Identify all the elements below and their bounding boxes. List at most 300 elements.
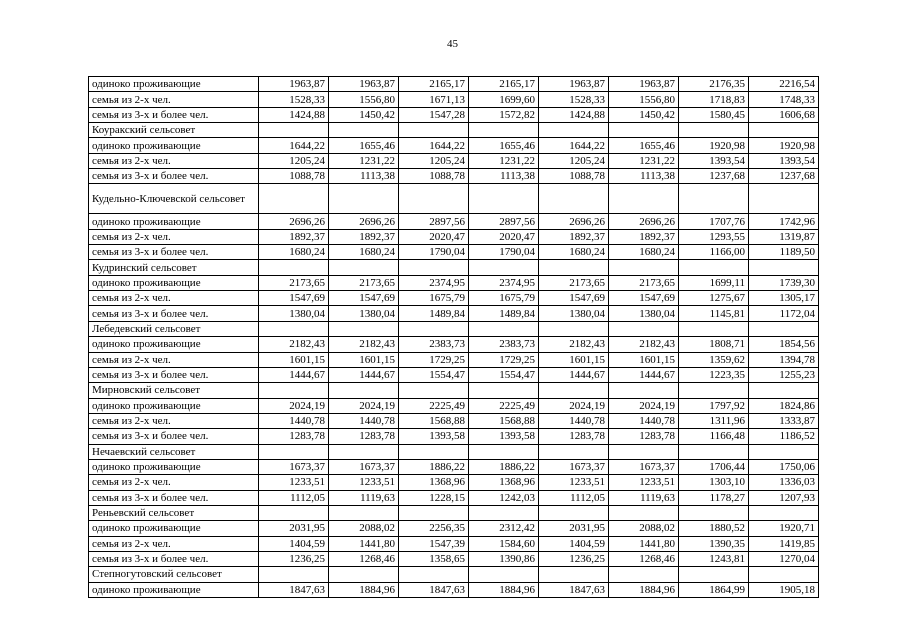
row-label: одиноко проживающие	[89, 337, 259, 352]
value-cell: 1601,15	[539, 352, 609, 367]
table-row	[89, 107, 819, 122]
value-cell: 1270,04	[749, 551, 819, 566]
row-label: семья из 3-х и более чел.	[89, 245, 259, 260]
value-cell: 2696,26	[259, 214, 329, 229]
value-cell: 2024,19	[259, 398, 329, 413]
value-cell: 1554,47	[469, 367, 539, 382]
value-cell: 1088,78	[399, 169, 469, 184]
value-cell: 2383,73	[399, 337, 469, 352]
value-cell: 1368,96	[469, 475, 539, 490]
value-cell: 2024,19	[539, 398, 609, 413]
value-cell: 1358,65	[399, 551, 469, 566]
value-cell: 1404,59	[259, 536, 329, 551]
value-cell: 1394,78	[749, 352, 819, 367]
value-cell: 2374,95	[399, 275, 469, 290]
value-cell	[609, 184, 679, 214]
value-cell: 1119,63	[609, 490, 679, 505]
value-cell: 1920,71	[749, 521, 819, 536]
value-cell: 1440,78	[539, 413, 609, 428]
value-cell: 1644,22	[399, 138, 469, 153]
section-header-row	[89, 123, 819, 138]
value-cell: 1547,69	[609, 291, 679, 306]
value-cell: 1419,85	[749, 536, 819, 551]
value-cell: 1547,28	[399, 107, 469, 122]
value-cell: 1233,51	[609, 475, 679, 490]
value-cell: 1112,05	[259, 490, 329, 505]
value-cell: 1205,24	[539, 153, 609, 168]
row-label: семья из 2-х чел.	[89, 352, 259, 367]
value-cell	[259, 567, 329, 582]
table-row	[89, 459, 819, 474]
value-cell: 1112,05	[539, 490, 609, 505]
value-cell: 2182,43	[259, 337, 329, 352]
value-cell	[539, 123, 609, 138]
value-cell	[399, 567, 469, 582]
value-cell	[469, 184, 539, 214]
value-cell: 2165,17	[469, 77, 539, 92]
value-cell	[609, 567, 679, 582]
value-cell: 1380,04	[259, 306, 329, 321]
value-cell: 1556,80	[609, 92, 679, 107]
value-cell: 1880,52	[679, 521, 749, 536]
value-cell: 1444,67	[259, 367, 329, 382]
section-title: Реньевский сельсовет	[89, 505, 259, 520]
value-cell: 1444,67	[329, 367, 399, 382]
value-cell	[259, 444, 329, 459]
value-cell: 2088,02	[329, 521, 399, 536]
value-cell: 1892,37	[259, 229, 329, 244]
value-cell: 1489,84	[469, 306, 539, 321]
value-cell: 1393,58	[399, 429, 469, 444]
row-label: семья из 3-х и более чел.	[89, 429, 259, 444]
value-cell	[259, 123, 329, 138]
value-cell: 1440,78	[259, 413, 329, 428]
value-cell	[539, 383, 609, 398]
table-body	[89, 77, 819, 598]
section-title: Мирновский сельсовет	[89, 383, 259, 398]
value-cell: 1884,96	[329, 582, 399, 597]
value-cell: 1440,78	[609, 413, 679, 428]
value-cell	[329, 123, 399, 138]
value-cell	[679, 444, 749, 459]
section-title: Кудельно-Ключевской сельсовет	[89, 184, 259, 214]
value-cell	[469, 567, 539, 582]
value-cell: 1547,69	[539, 291, 609, 306]
value-cell: 1790,04	[399, 245, 469, 260]
value-cell: 1920,98	[749, 138, 819, 153]
value-cell: 1311,96	[679, 413, 749, 428]
value-cell	[749, 567, 819, 582]
value-cell: 1547,69	[329, 291, 399, 306]
value-cell	[539, 184, 609, 214]
value-cell: 1742,96	[749, 214, 819, 229]
value-cell	[749, 260, 819, 275]
value-cell: 1606,68	[749, 107, 819, 122]
row-label: одиноко проживающие	[89, 582, 259, 597]
value-cell: 1275,67	[679, 291, 749, 306]
value-cell: 1205,24	[259, 153, 329, 168]
value-cell: 1393,54	[749, 153, 819, 168]
value-cell: 1601,15	[329, 352, 399, 367]
value-cell	[399, 321, 469, 336]
value-cell: 1680,24	[539, 245, 609, 260]
value-cell: 1441,80	[609, 536, 679, 551]
row-label: одиноко проживающие	[89, 138, 259, 153]
value-cell	[469, 505, 539, 520]
value-cell: 1673,37	[609, 459, 679, 474]
value-cell	[399, 260, 469, 275]
table-row	[89, 245, 819, 260]
value-cell: 1884,96	[609, 582, 679, 597]
value-cell: 1237,68	[749, 169, 819, 184]
table-row	[89, 367, 819, 382]
value-cell: 1440,78	[329, 413, 399, 428]
value-cell: 1671,13	[399, 92, 469, 107]
value-cell	[329, 260, 399, 275]
value-cell: 1699,60	[469, 92, 539, 107]
value-cell: 2216,54	[749, 77, 819, 92]
value-cell: 2173,65	[539, 275, 609, 290]
table-row	[89, 138, 819, 153]
value-cell: 1319,87	[749, 229, 819, 244]
value-cell: 2182,43	[329, 337, 399, 352]
value-cell	[469, 260, 539, 275]
row-label: семья из 3-х и более чел.	[89, 551, 259, 566]
table-row	[89, 475, 819, 490]
table-row	[89, 291, 819, 306]
row-label: семья из 2-х чел.	[89, 229, 259, 244]
row-label: семья из 2-х чел.	[89, 291, 259, 306]
value-cell: 1283,78	[329, 429, 399, 444]
value-cell	[539, 444, 609, 459]
table-row	[89, 153, 819, 168]
value-cell: 1236,25	[539, 551, 609, 566]
value-cell: 1283,78	[609, 429, 679, 444]
section-header-row	[89, 321, 819, 336]
value-cell: 2176,35	[679, 77, 749, 92]
value-cell: 1655,46	[469, 138, 539, 153]
row-label: семья из 2-х чел.	[89, 92, 259, 107]
value-cell	[749, 321, 819, 336]
value-cell	[259, 184, 329, 214]
value-cell: 1441,80	[329, 536, 399, 551]
value-cell: 2173,65	[329, 275, 399, 290]
value-cell: 1847,63	[539, 582, 609, 597]
table-row	[89, 551, 819, 566]
table-row	[89, 536, 819, 551]
value-cell: 1854,56	[749, 337, 819, 352]
value-cell: 1380,04	[539, 306, 609, 321]
value-cell: 1231,22	[609, 153, 679, 168]
value-cell: 1268,46	[609, 551, 679, 566]
row-label: семья из 2-х чел.	[89, 536, 259, 551]
value-cell: 2088,02	[609, 521, 679, 536]
value-cell: 1655,46	[609, 138, 679, 153]
table-row	[89, 169, 819, 184]
table-row	[89, 337, 819, 352]
value-cell: 1644,22	[259, 138, 329, 153]
value-cell: 1750,06	[749, 459, 819, 474]
row-label: семья из 2-х чел.	[89, 475, 259, 490]
value-cell: 2897,56	[469, 214, 539, 229]
value-cell: 1707,76	[679, 214, 749, 229]
value-cell: 1892,37	[329, 229, 399, 244]
value-cell	[679, 184, 749, 214]
value-cell: 1205,24	[399, 153, 469, 168]
value-cell: 1572,82	[469, 107, 539, 122]
section-header-row	[89, 383, 819, 398]
value-cell: 1673,37	[539, 459, 609, 474]
value-cell: 1243,81	[679, 551, 749, 566]
value-cell: 1390,35	[679, 536, 749, 551]
table-row	[89, 229, 819, 244]
section-title: Степногутовский сельсовет	[89, 567, 259, 582]
value-cell	[749, 123, 819, 138]
value-cell: 1808,71	[679, 337, 749, 352]
row-label: семья из 3-х и более чел.	[89, 490, 259, 505]
value-cell	[399, 184, 469, 214]
value-cell	[609, 123, 679, 138]
value-cell	[329, 505, 399, 520]
value-cell	[469, 321, 539, 336]
value-cell: 1739,30	[749, 275, 819, 290]
section-title: Коуракский сельсовет	[89, 123, 259, 138]
value-cell	[749, 184, 819, 214]
value-cell: 1580,45	[679, 107, 749, 122]
value-cell: 2173,65	[609, 275, 679, 290]
value-cell	[399, 383, 469, 398]
value-cell: 1113,38	[609, 169, 679, 184]
value-cell: 1673,37	[329, 459, 399, 474]
value-cell: 1303,10	[679, 475, 749, 490]
section-title: Нечаевский сельсовет	[89, 444, 259, 459]
value-cell: 2374,95	[469, 275, 539, 290]
value-cell: 1333,87	[749, 413, 819, 428]
value-cell: 1404,59	[539, 536, 609, 551]
value-cell: 1547,39	[399, 536, 469, 551]
value-cell: 1568,88	[399, 413, 469, 428]
value-cell: 1790,04	[469, 245, 539, 260]
value-cell: 1886,22	[469, 459, 539, 474]
value-cell: 1283,78	[259, 429, 329, 444]
section-title: Лебедевский сельсовет	[89, 321, 259, 336]
row-label: одиноко проживающие	[89, 521, 259, 536]
value-cell	[749, 444, 819, 459]
value-cell: 1228,15	[399, 490, 469, 505]
value-cell: 1255,23	[749, 367, 819, 382]
value-cell: 2024,19	[609, 398, 679, 413]
value-cell: 2312,42	[469, 521, 539, 536]
value-cell	[679, 567, 749, 582]
value-cell: 1293,55	[679, 229, 749, 244]
value-cell: 1444,67	[539, 367, 609, 382]
value-cell	[749, 505, 819, 520]
value-cell: 1556,80	[329, 92, 399, 107]
value-cell: 1748,33	[749, 92, 819, 107]
value-cell: 1884,96	[469, 582, 539, 597]
row-label: одиноко проживающие	[89, 214, 259, 229]
value-cell: 1145,81	[679, 306, 749, 321]
row-label: семья из 3-х и более чел.	[89, 306, 259, 321]
row-label: семья из 3-х и более чел.	[89, 367, 259, 382]
value-cell: 1237,68	[679, 169, 749, 184]
value-cell: 1489,84	[399, 306, 469, 321]
value-cell	[329, 184, 399, 214]
section-header-row	[89, 184, 819, 214]
value-cell: 1166,00	[679, 245, 749, 260]
value-cell: 1207,93	[749, 490, 819, 505]
value-cell	[679, 321, 749, 336]
value-cell	[399, 123, 469, 138]
value-cell: 1368,96	[399, 475, 469, 490]
value-cell: 1718,83	[679, 92, 749, 107]
value-cell	[469, 383, 539, 398]
table-row	[89, 92, 819, 107]
value-cell: 1680,24	[609, 245, 679, 260]
value-cell: 2696,26	[609, 214, 679, 229]
value-cell	[679, 123, 749, 138]
value-cell: 1380,04	[609, 306, 679, 321]
value-cell: 1380,04	[329, 306, 399, 321]
value-cell	[679, 260, 749, 275]
value-cell	[399, 505, 469, 520]
table-row	[89, 77, 819, 92]
value-cell	[609, 383, 679, 398]
value-cell: 2031,95	[259, 521, 329, 536]
value-cell: 1963,87	[539, 77, 609, 92]
value-cell: 1189,50	[749, 245, 819, 260]
value-cell	[749, 383, 819, 398]
value-cell	[469, 123, 539, 138]
value-cell: 1655,46	[329, 138, 399, 153]
value-cell: 1359,62	[679, 352, 749, 367]
value-cell: 1119,63	[329, 490, 399, 505]
value-cell	[259, 383, 329, 398]
value-cell	[609, 444, 679, 459]
value-cell: 1892,37	[539, 229, 609, 244]
table-row	[89, 275, 819, 290]
value-cell: 1283,78	[539, 429, 609, 444]
value-cell: 1699,11	[679, 275, 749, 290]
value-cell: 2173,65	[259, 275, 329, 290]
value-cell	[539, 505, 609, 520]
value-cell: 1424,88	[259, 107, 329, 122]
value-cell: 1088,78	[539, 169, 609, 184]
value-cell: 1920,98	[679, 138, 749, 153]
value-cell: 1644,22	[539, 138, 609, 153]
table-row	[89, 582, 819, 597]
value-cell: 1554,47	[399, 367, 469, 382]
value-cell: 1680,24	[329, 245, 399, 260]
value-cell: 1847,63	[399, 582, 469, 597]
value-cell: 1231,22	[469, 153, 539, 168]
value-cell: 1305,17	[749, 291, 819, 306]
value-cell: 1236,25	[259, 551, 329, 566]
value-cell: 1864,99	[679, 582, 749, 597]
value-cell: 1450,42	[609, 107, 679, 122]
value-cell: 1675,79	[469, 291, 539, 306]
value-cell: 2020,47	[399, 229, 469, 244]
value-cell: 1393,54	[679, 153, 749, 168]
value-cell	[259, 505, 329, 520]
section-header-row	[89, 444, 819, 459]
value-cell: 2182,43	[609, 337, 679, 352]
value-cell: 1963,87	[329, 77, 399, 92]
value-cell: 2165,17	[399, 77, 469, 92]
table-row	[89, 521, 819, 536]
value-cell: 1568,88	[469, 413, 539, 428]
tariff-table	[88, 76, 819, 598]
value-cell: 1393,58	[469, 429, 539, 444]
value-cell	[259, 260, 329, 275]
section-header-row	[89, 505, 819, 520]
value-cell: 1601,15	[609, 352, 679, 367]
value-cell: 1601,15	[259, 352, 329, 367]
value-cell: 1424,88	[539, 107, 609, 122]
value-cell	[329, 321, 399, 336]
value-cell	[679, 505, 749, 520]
value-cell: 1268,46	[329, 551, 399, 566]
value-cell: 2696,26	[539, 214, 609, 229]
value-cell: 1547,69	[259, 291, 329, 306]
value-cell: 1675,79	[399, 291, 469, 306]
value-cell	[609, 321, 679, 336]
row-label: семья из 3-х и более чел.	[89, 107, 259, 122]
value-cell: 2031,95	[539, 521, 609, 536]
section-title: Кудринский сельсовет	[89, 260, 259, 275]
section-header-row	[89, 260, 819, 275]
value-cell: 1886,22	[399, 459, 469, 474]
table-row	[89, 398, 819, 413]
table-row	[89, 413, 819, 428]
value-cell: 1166,48	[679, 429, 749, 444]
value-cell: 1233,51	[329, 475, 399, 490]
row-label: одиноко проживающие	[89, 275, 259, 290]
value-cell	[329, 444, 399, 459]
table-row	[89, 429, 819, 444]
value-cell: 2182,43	[539, 337, 609, 352]
value-cell: 1242,03	[469, 490, 539, 505]
value-cell: 1113,38	[329, 169, 399, 184]
value-cell: 1186,52	[749, 429, 819, 444]
value-cell	[679, 383, 749, 398]
value-cell: 1233,51	[259, 475, 329, 490]
value-cell: 1729,25	[469, 352, 539, 367]
value-cell: 1847,63	[259, 582, 329, 597]
value-cell: 1444,67	[609, 367, 679, 382]
section-header-row	[89, 567, 819, 582]
value-cell: 1680,24	[259, 245, 329, 260]
row-label: одиноко проживающие	[89, 459, 259, 474]
value-cell: 1336,03	[749, 475, 819, 490]
value-cell: 1824,86	[749, 398, 819, 413]
value-cell	[539, 321, 609, 336]
value-cell	[329, 567, 399, 582]
table-row	[89, 214, 819, 229]
value-cell: 2696,26	[329, 214, 399, 229]
value-cell	[609, 260, 679, 275]
value-cell: 1673,37	[259, 459, 329, 474]
value-cell	[259, 321, 329, 336]
value-cell	[609, 505, 679, 520]
row-label: одиноко проживающие	[89, 398, 259, 413]
page-number: 45	[447, 38, 458, 50]
value-cell: 1172,04	[749, 306, 819, 321]
table-row	[89, 352, 819, 367]
value-cell	[539, 567, 609, 582]
value-cell: 2383,73	[469, 337, 539, 352]
value-cell: 1088,78	[259, 169, 329, 184]
